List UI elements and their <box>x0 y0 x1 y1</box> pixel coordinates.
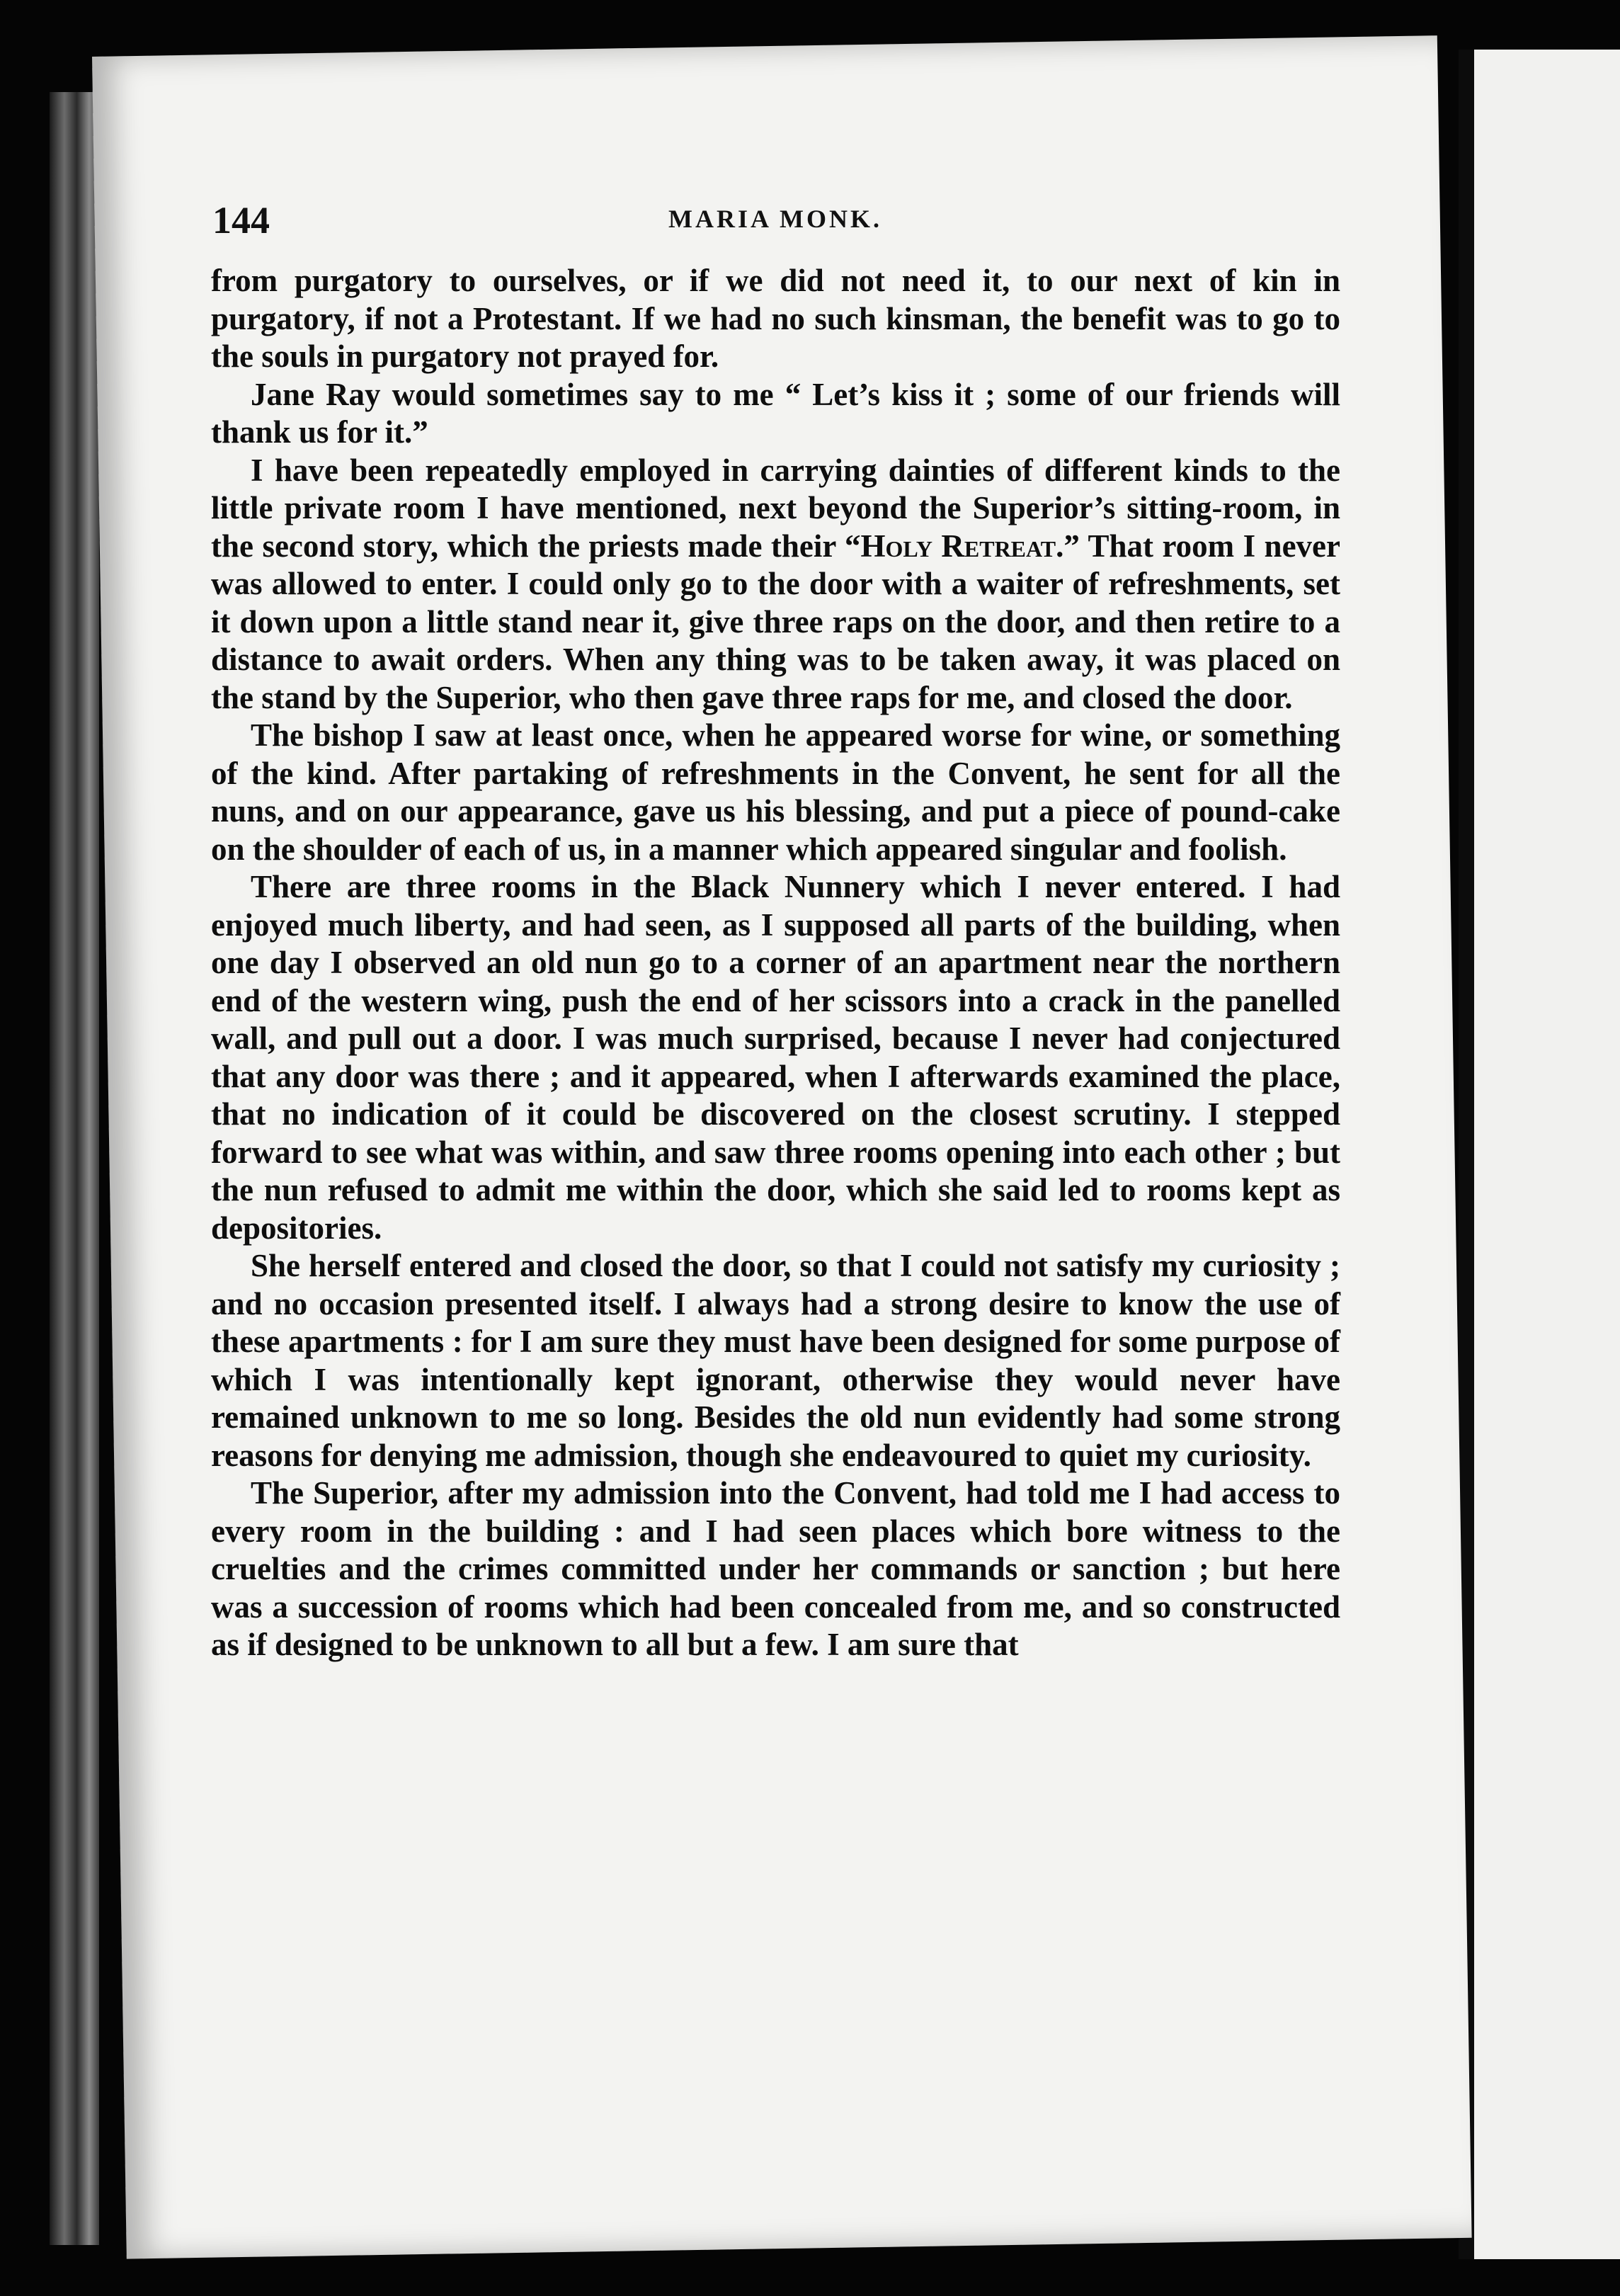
running-head: MARIA MONK. <box>668 205 882 233</box>
paragraph-3-lead: I have been repeatedly employed in carrying dainties of different kinds to the little private room I have mentioned, next beyond the Superior’s sitting-room, in the second story, which the priests made their “ <box>211 452 1340 564</box>
paragraph-2: Jane Ray would sometimes say to me “ Let’s kiss it ; some of our friends will thank us for it.” <box>211 376 1340 450</box>
paragraph-5: There are three rooms in the Black Nunnery which I never entered. I had enjoyed much liberty, and had seen, as I supposed all parts of the building, when one day I observed an old nun go to a corner of an apartment near the northern end of the western wing, push the end of her scissors into a crack in the panelled wall, and pull out a door. I was much surprised, because I never had conjectured that any door was there ; and it appeared, when I afterwards examined the place, that no indication of it could be discovered on the closest scrutiny. I stepped forward to see what was within, and saw three rooms opening into each other ; but the nun refused to admit me within the door, which she said led to rooms kept as depositories. <box>211 869 1340 1246</box>
page-header <box>212 198 1338 248</box>
page-number: 144 <box>212 199 270 241</box>
adjacent-page-edge <box>1459 50 1620 2259</box>
book-binding <box>50 92 99 2245</box>
body-text <box>211 262 1340 1664</box>
paragraph-6: She herself entered and closed the door, so that I could not satisfy my curiosity ; and no occasion presented itself. I always had a strong desire to know the use of these apartments : for I am sure they must have been designed for some purpose of which I was intentionally kept ignorant, otherwise they would never have remained unknown to me so long. Besides the old nun evidently had some strong reasons for denying me admission, though she endeavoured to quiet my curiosity. <box>211 1248 1340 1473</box>
paragraph-7: The Superior, after my admission into the Convent, had told me I had access to every room in the building : and I had seen places which bore witness to the cruelties and the crimes committed under her commands or sanction ; but here was a succession of rooms which had been concealed from me, and so constructed as if designed to be unknown to all but a few. I am sure that <box>211 1475 1340 1662</box>
paragraph-3-rest: ” That room I never was allowed to enter. I could only go to the door with a waiter of refreshments, set it down upon a little stand near it, give three raps on the door, and then retire to a distance to await orders. When any thing was to be taken away, it was placed on the stand by the Superior, who then gave three raps for me, and closed the door. <box>211 528 1340 715</box>
paragraph-3 <box>211 452 1340 717</box>
holy-retreat-emphasis: Holy Retreat. <box>860 528 1064 564</box>
paragraph-1: from purgatory to ourselves, or if we did not need it, to our next of kin in purgatory, if not a Protestant. If we had no such kinsman, the benefit was to go to the souls in purgatory not prayed for. <box>211 263 1340 374</box>
paragraph-4: The bishop I saw at least once, when he appeared worse for wine, or something of the kind. After partaking of refreshments in the Convent, he sent for all the nuns, and on our appearance, gave us his blessing, and put a piece of pound-cake on the shoulder of each of us, in a manner which appeared singular and foolish. <box>211 717 1340 867</box>
